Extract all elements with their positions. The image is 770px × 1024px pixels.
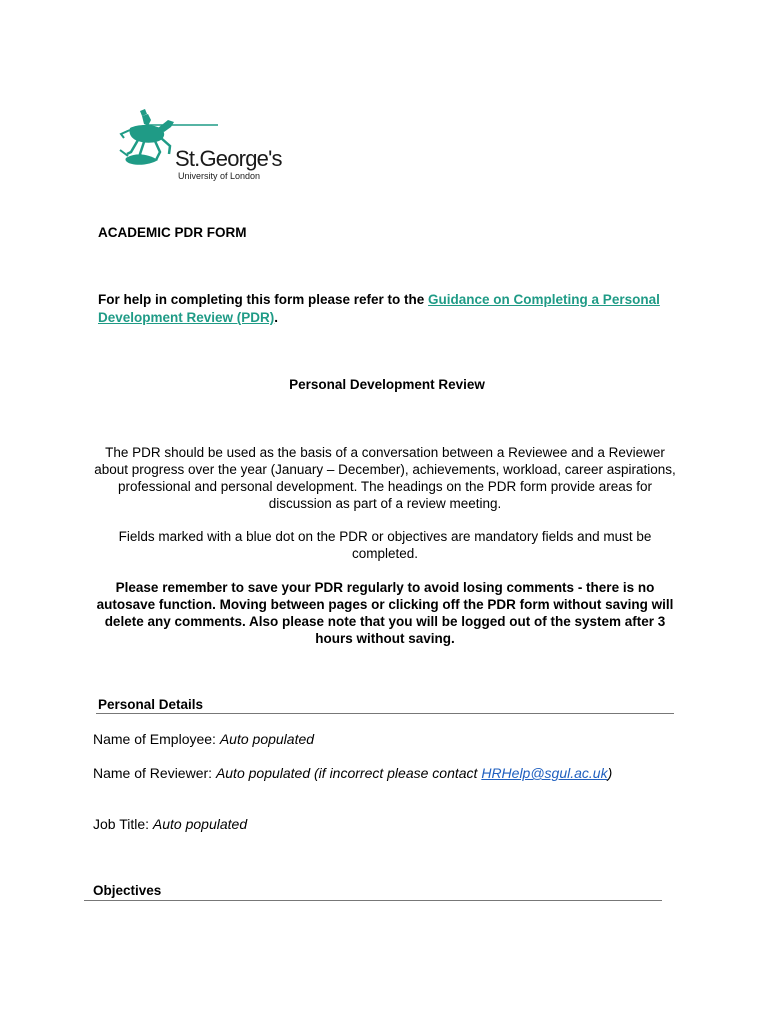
- personal-details-divider: [96, 713, 674, 714]
- page-subtitle: Personal Development Review: [289, 377, 485, 392]
- mandatory-fields-paragraph: Fields marked with a blue dot on the PDR or objectives are mandatory fields and must be completed.: [118, 529, 652, 561]
- reviewer-value: Auto populated (if incorrect please contact: [215, 765, 482, 781]
- job-value: Auto populated: [152, 816, 248, 832]
- intro-paragraph: The PDR should be used as the basis of a conversation between a Reviewee and a Reviewer about progress over the year (January – December), achievements, workload, career aspirations, professional and personal development. The headings on the PDR form provide areas for discussion as part of a review meeting.: [94, 445, 676, 511]
- help-suffix: .: [274, 310, 279, 325]
- form-title: ACADEMIC PDR FORM: [98, 225, 247, 240]
- help-prefix: For help in completing this form please refer to the: [98, 292, 429, 307]
- logo-wordmark: St.George's: [175, 146, 282, 171]
- employee-value: Auto populated: [219, 731, 315, 747]
- guidance-link[interactable]: Guidance on Completing a Personal Development Review (PDR): [98, 292, 660, 325]
- personal-details-heading: Personal Details: [98, 697, 204, 712]
- logo-subtitle: University of London: [178, 171, 261, 181]
- help-text: [98, 291, 688, 327]
- hr-help-email-link[interactable]: HRHelp@sgul.ac.uk: [481, 765, 608, 781]
- employee-name-field: [93, 731, 673, 748]
- objectives-heading: Objectives: [93, 883, 162, 898]
- job-label: Job Title:: [93, 816, 153, 832]
- save-warning-paragraph: Please remember to save your PDR regularly to avoid losing comments - there is no autosave function. Moving between pages or clicking off the PDR form without saving will delete any comments. Also please note that you will be logged out of the system after 3 hours without saving.: [96, 580, 674, 646]
- job-title-field: [93, 816, 673, 833]
- objectives-divider: [84, 900, 662, 901]
- reviewer-close: ): [607, 765, 613, 781]
- reviewer-name-field: [93, 765, 673, 782]
- st-georges-logo: [118, 108, 288, 188]
- employee-label: Name of Employee:: [93, 731, 220, 747]
- reviewer-label: Name of Reviewer:: [93, 765, 216, 781]
